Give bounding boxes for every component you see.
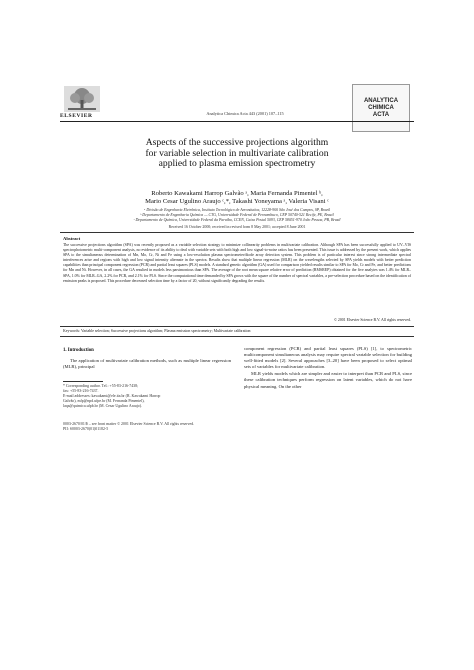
keywords-top-rule: [60, 326, 414, 327]
paragraph: MLR yields models which are simpler and easier to interpret than PCR and PLS, since these calibration techniques perform regression on latent variables, which do not have physical meaning. On the other: [244, 371, 412, 389]
footnote-line: fax: +55-83-216-7437.: [63, 389, 99, 394]
journal-logo-line: ACTA: [372, 111, 390, 118]
title-line: applied to plasma emission spectrometry: [158, 158, 316, 170]
header-divider: [60, 121, 414, 122]
journal-logo-line: CHIMICA: [368, 104, 394, 111]
journal-logo-line: ANALYTICA: [363, 97, 399, 104]
footnote-line: Galvão), mfp@npd.ufpe.br (M. Fernanda Pimentel),: [63, 399, 145, 404]
title-line: for variable selection in multivariate calibration: [145, 147, 329, 159]
right-column-text: [244, 346, 412, 391]
abstract-heading: Abstract: [63, 236, 81, 241]
authors-line: Roberto Kawakami Harrop Galvão ᵃ, Maria Fernanda Pimentel ᵇ,: [151, 190, 323, 197]
elsevier-tree-logo: [64, 86, 100, 112]
pii-line: PII: S0003-2670(01)01182-5: [63, 427, 109, 432]
journal-reference: Analytica Chimica Acta 443 (2001) 107–115: [206, 111, 284, 116]
publisher-name: ELSEVIER: [60, 113, 93, 119]
authors-line: Mario Cesar Ugulino Araujo ᶜ,*, Takashi Yoneyama ᵃ, Valeria Visani ᶜ: [145, 198, 329, 205]
footnote-line: * Corresponding author. Tel.: +55-83-216-7438;: [63, 384, 139, 388]
author-list: [86, 190, 388, 206]
footnote-line: E-mail addresses: kawakami@ele.ita.br (R. Kawakami Harrop: [63, 394, 161, 399]
keywords-bottom-rule: [60, 336, 414, 337]
left-column-text: The application of multivariate calibration methods, such as multiple linear regression (MLR), principal: [63, 358, 231, 370]
footnote-rule: [63, 381, 103, 382]
issn-line: 0003-2670/01/$ – see front matter © 2001 Elsevier Science B.V. All rights reserved.: [63, 422, 195, 426]
copyright-notice: © 2001 Elsevier Science B.V. All rights reserved.: [333, 318, 411, 322]
paragraph: component regression (PCR) and partial least squares (PLS) [1], to spectrometric multicomponent simultaneous analysis may require spectral variable selection for building well-fitted models [2]. Several approaches [3–20] have been proposed to select optimal sets of variables for multivariate calibration.: [244, 346, 412, 370]
article-title: [100, 138, 374, 170]
issn-info: [63, 422, 363, 432]
received-dates: Received 16 October 2000; received in revised form 8 May 2001; accepted 8 June 2001: [168, 225, 306, 229]
footnote-line: laqa@quimica.ufpb.br (M. Cesar Ugulino Araujo).: [63, 404, 142, 409]
keywords: Keywords: Variable selection; Successive projections algorithm; Plasma emission spectrometry; Multivariate calibration: [63, 329, 251, 333]
footnotes: [63, 384, 231, 409]
affiliation: ᵃ Divisão de Engenharia Eletrônica, Instituto Tecnológico de Aeronáutica, 12228-900 São José dos Campos, SP, Brazil: [143, 208, 331, 212]
abstract-text: The successive projections algorithm (SPA) was recently proposed as a variable selection strategy to minimize collinearity problems in multivariate calibration. Although SPA has been successfully applied to UV–VIS spectrophotometric multi-component analysis, no evidence of its ability to deal with variable sets with both high and low signal-to-noise ratios has been presented. This issue is addressed by the present work, which applies SPA to the simultaneous determination of Mn, Mo, Cr, Ni and Fe using a low-resolution plasma spectrometer/diode array detection system. This problem is of particular interest since strong intermediate spectral interferences arise and regions with high and low signal intensity alternate in the spectra. Results show that multiple linear regression (MLR) on the wavelengths selected by SPA yields models with better prediction capabilities than principal component regression (PCR) and partial least squares (PLS) models. A standard genetic algorithm (GA) used for comparison yielded results similar to SPA for Mo, Cr and Fe, and better predictions for Mn and Ni. However, in all cases, the GA resulted in models less parsimonious than SPA. The average of the root mean square relative error of prediction (RMSREP) obtained for the five analytes was 1.4% for MLR–SPA, 1.0% for MLR–GA, 2.2% for PCR, and 2.1% for PLS. Since the computational time demanded by SPA grows with the square of the number of spectral variables, a pre-selection procedure based on the identification of emission peaks is proposed. This procedure decreased selection time by a factor of 20, without significantly degrading the results.: [63, 243, 411, 283]
affiliation: ᵇ Departamento de Engenharia Química — CTG, Universidade Federal de Pernambuco, CEP 50740-521 Recife, PE, Brazil: [140, 213, 334, 218]
journal-logo: [352, 84, 410, 132]
abstract-top-rule: [60, 232, 414, 233]
affiliations: [86, 208, 388, 223]
section-heading: 1. Introduction: [63, 348, 94, 353]
tree-icon: [64, 86, 100, 112]
title-line: Aspects of the successive projections algorithm: [145, 137, 329, 148]
affiliation: ᶜ Departamento de Química, Universidade Federal da Paraíba, CCEN, Caixa Postal 5093, CEP 58051-970 João Pessoa, PB, Brazil: [133, 218, 341, 223]
